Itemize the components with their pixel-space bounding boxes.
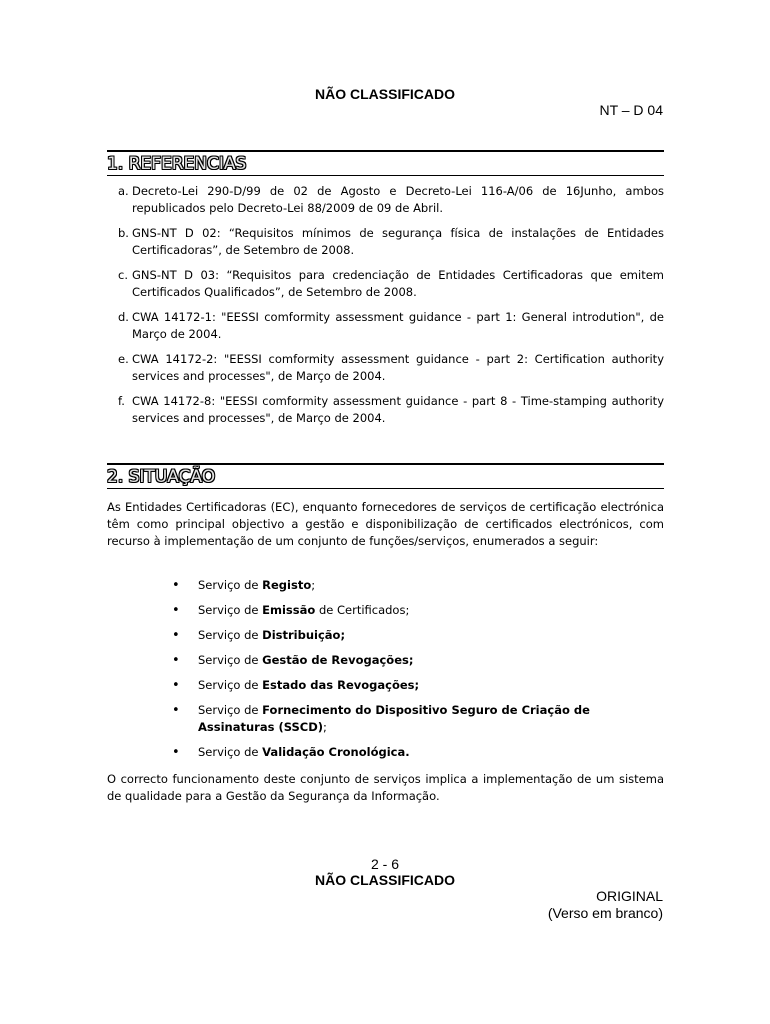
reference-text: CWA 14172-8: "EESSI comformity assessment guidance - part 8 - Time-stamping authority services and processes", de Março de 2004. (132, 394, 664, 425)
service-prefix: Serviço de (198, 603, 263, 617)
reference-text: GNS-NT D 02: “Requisitos mínimos de segurança física de instalações de Entidades Certificadoras”, de Setembro de 2008. (132, 226, 664, 257)
list-item (168, 702, 664, 736)
list-item (168, 677, 664, 694)
bullet-icon: • (172, 578, 180, 593)
service-name: Gestão de Revogações; (262, 653, 414, 667)
footer-classification: NÃO CLASSIFICADO (315, 872, 455, 888)
service-prefix: Serviço de (198, 703, 263, 717)
reference-letter: a. (118, 184, 129, 198)
list-item (168, 652, 664, 669)
page-number: 2 - 6 (370, 856, 399, 872)
list-item (168, 627, 664, 644)
service-name: Validação Cronológica. (262, 745, 410, 759)
bullet-icon: • (172, 703, 180, 718)
service-name: Emissão (262, 603, 316, 617)
reference-text: GNS-NT D 03: “Requisitos para credenciação de Entidades Certificadoras que emitem Certificados Qualificados”, de Setembro de 2008. (132, 268, 664, 299)
service-suffix: ; (311, 578, 316, 592)
bullet-icon: • (172, 745, 180, 760)
reference-text: CWA 14172-2: "EESSI comformity assessment guidance - part 2: Certification authority services and processes", de Março de 2004. (132, 352, 664, 383)
document-reference: NT – D 04 (599, 102, 663, 118)
reference-item (118, 267, 664, 301)
reference-letter: f. (118, 394, 125, 408)
reference-text: CWA 14172-1: "EESSI comformity assessment guidance - part 1: General introdution", de Março de 2004. (132, 310, 664, 341)
header-classification: NÃO CLASSIFICADO (315, 86, 455, 102)
list-item (168, 602, 664, 619)
bullet-icon: • (172, 603, 180, 618)
original-note (548, 888, 663, 922)
situation-closing-paragraph: O correcto funcionamento deste conjunto de serviços implica a implementação de um sistema de qualidade para a Gestão da Segurança da Informação. (107, 772, 664, 803)
service-name: Fornecimento do Dispositivo Seguro de Criação de Assinaturas (SSCD) (198, 703, 590, 734)
service-suffix: ; (323, 720, 327, 734)
service-prefix: Serviço de (198, 628, 263, 642)
service-prefix: Serviço de (198, 745, 263, 759)
section-heading-situacao: 2. SITUAÇÃO (107, 463, 664, 489)
reference-item (118, 351, 664, 385)
list-item (168, 577, 664, 594)
reference-letter: d. (118, 310, 129, 324)
bullet-icon: • (172, 653, 180, 668)
original-label: ORIGINAL (596, 888, 663, 904)
reference-list (118, 183, 664, 435)
section-heading-referencias: 1. REFERENCIAS (107, 150, 664, 176)
bullet-icon: • (172, 678, 180, 693)
service-name: Distribuição; (262, 628, 346, 642)
services-list (168, 577, 664, 769)
situation-intro-paragraph: As Entidades Certificadoras (EC), enquanto fornecedores de serviços de certificação electrónica têm como principal objectivo a gestão e disponibilização de certificados electrónicos, com recurso à implementação de um conjunto de funções/serviços, enumerados a seguir: (107, 500, 664, 548)
service-prefix: Serviço de (198, 578, 263, 592)
service-name: Estado das Revogações; (262, 678, 420, 692)
reference-letter: c. (118, 268, 128, 282)
list-item (168, 744, 664, 761)
service-name: Registo (262, 578, 312, 592)
service-prefix: Serviço de (198, 653, 263, 667)
verso-label: (Verso em branco) (547, 905, 663, 921)
reference-letter: b. (118, 226, 129, 240)
reference-text: Decreto-Lei 290-D/99 de 02 de Agosto e Decreto-Lei 116-A/06 de 16Junho, ambos republicados pelo Decreto-Lei 88/2009 de 09 de Abril. (132, 184, 664, 215)
reference-item (118, 225, 664, 259)
service-suffix: de Certificados; (315, 603, 410, 617)
reference-letter: e. (118, 352, 129, 366)
bullet-icon: • (172, 628, 180, 643)
service-prefix: Serviço de (198, 678, 263, 692)
reference-item (118, 309, 664, 343)
reference-item (118, 393, 664, 427)
reference-item (118, 183, 664, 217)
